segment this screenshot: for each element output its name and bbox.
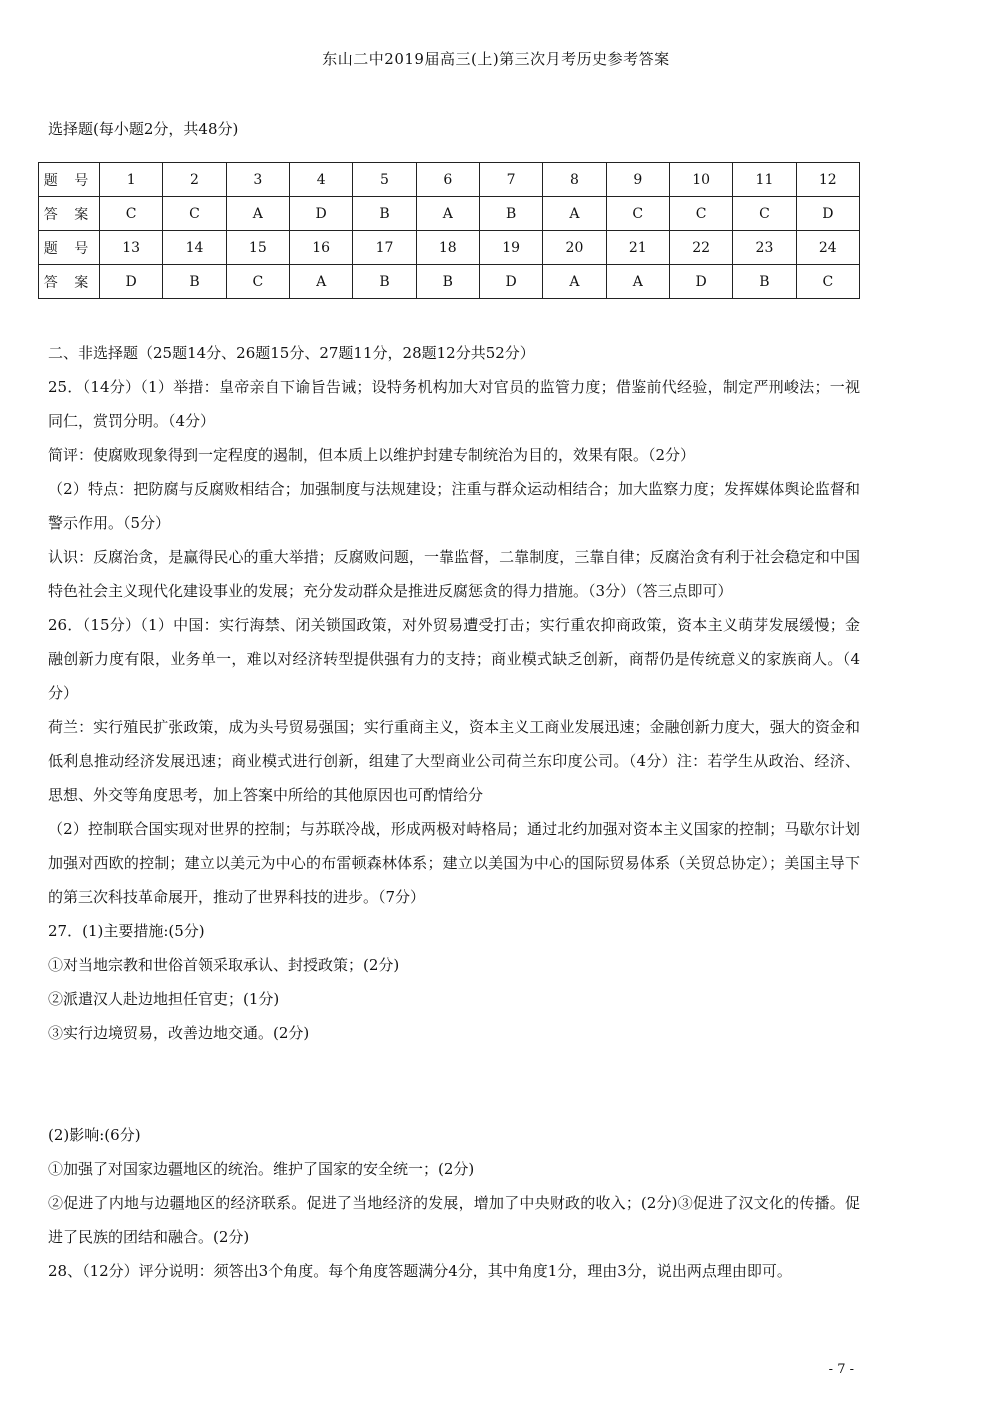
table-cell: 4: [289, 163, 352, 197]
answer-body: [48, 336, 860, 1288]
paragraph: 认识：反腐治贪，是赢得民心的重大举措；反腐败问题，一靠监督，二靠制度，三靠自律；反腐治贪有利于社会稳定和中国特色社会主义现代化建设事业的发展；充分发动群众是推进反腐惩贪的得力措施。（3分）（答三点即可）: [48, 548, 860, 600]
table-cell: 9: [606, 163, 669, 197]
table-row: [39, 163, 860, 197]
answer-table: [38, 162, 860, 299]
table-cell: D: [100, 265, 163, 299]
table-cell: 16: [289, 231, 352, 265]
table-cell: C: [733, 197, 796, 231]
table-cell: C: [100, 197, 163, 231]
paragraph: ③实行边境贸易，改善边地交通。(2分): [48, 1024, 310, 1042]
table-cell: 24: [796, 231, 859, 265]
paragraph: （2）特点：把防腐与反腐败相结合；加强制度与法规建设；注重与群众运动相结合；加大监察力度；发挥媒体舆论监督和警示作用。（5分）: [48, 480, 860, 532]
table-cell: 3: [226, 163, 289, 197]
table-cell: 13: [100, 231, 163, 265]
spacer: [48, 1050, 860, 1118]
table-cell: C: [669, 197, 732, 231]
paragraph: (2)影响:(6分): [48, 1126, 141, 1144]
paragraph: （2）控制联合国实现对世界的控制；与苏联冷战，形成两极对峙格局；通过北约加强对资本主义国家的控制；马歇尔计划加强对西欧的控制；建立以美元为中心的布雷顿森林体系；建立以美国为中心的国际贸易体系（关贸总协定）；美国主导下的第三次科技革命展开，推动了世界科技的进步。（7分）: [48, 820, 860, 906]
table-cell: A: [416, 197, 479, 231]
table-cell: 20: [543, 231, 606, 265]
table-cell: 19: [479, 231, 542, 265]
table-cell: 15: [226, 231, 289, 265]
table-cell: B: [353, 197, 416, 231]
table-cell: 11: [733, 163, 796, 197]
row-label: 题 号: [39, 163, 100, 197]
table-cell: B: [163, 265, 226, 299]
table-row: [39, 265, 860, 299]
table-cell: 8: [543, 163, 606, 197]
table-cell: 6: [416, 163, 479, 197]
table-cell: 22: [669, 231, 732, 265]
section-heading-multiple-choice: 选择题(每小题2分，共48分): [48, 120, 239, 138]
table-cell: 5: [353, 163, 416, 197]
table-cell: 14: [163, 231, 226, 265]
table-cell: D: [289, 197, 352, 231]
table-cell: D: [669, 265, 732, 299]
table-cell: 1: [100, 163, 163, 197]
table-cell: B: [353, 265, 416, 299]
paragraph: 26．（15分）（1）中国：实行海禁、闭关锁国政策，对外贸易遭受打击；实行重农抑商政策，资本主义萌芽发展缓慢；金融创新力度有限，业务单一，难以对经济转型提供强有力的支持；商业模式缺乏创新，商帮仍是传统意义的家族商人。（4分）: [48, 616, 860, 702]
table-cell: 7: [479, 163, 542, 197]
paragraph: 27．(1)主要措施:(5分): [48, 922, 205, 940]
paragraph: 28、（12分）评分说明：须答出3个角度。每个角度答题满分4分，其中角度1分，理由3分，说出两点理由即可。: [48, 1262, 792, 1280]
table-row: [39, 197, 860, 231]
table-cell: C: [606, 197, 669, 231]
table-cell: 17: [353, 231, 416, 265]
table-cell: A: [543, 197, 606, 231]
page-number: - 7 -: [828, 1362, 854, 1377]
paragraph: ②派遣汉人赴边地担任官吏；(1分): [48, 990, 280, 1008]
paragraph: ①加强了对国家边疆地区的统治。维护了国家的安全统一；(2分): [48, 1160, 475, 1178]
table-cell: 12: [796, 163, 859, 197]
paragraph: 25．（14分）（1）举措：皇帝亲自下谕旨告诫；设特务机构加大对官员的监管力度；借鉴前代经验，制定严刑峻法；一视同仁，赏罚分明。（4分）: [48, 378, 860, 430]
table-cell: A: [543, 265, 606, 299]
table-cell: C: [163, 197, 226, 231]
table-cell: 18: [416, 231, 479, 265]
table-cell: C: [226, 265, 289, 299]
table-cell: A: [289, 265, 352, 299]
table-cell: B: [416, 265, 479, 299]
row-label: 答 案: [39, 197, 100, 231]
table-cell: B: [733, 265, 796, 299]
paragraph: 简评：使腐败现象得到一定程度的遏制，但本质上以维护封建专制统治为目的，效果有限。（2分）: [48, 446, 696, 464]
paragraph: ②促进了内地与边疆地区的经济联系。促进了当地经济的发展，增加了中央财政的收入；(2分)③促进了汉文化的传播。促进了民族的团结和融合。(2分): [48, 1194, 860, 1246]
table-cell: 10: [669, 163, 732, 197]
table-cell: B: [479, 197, 542, 231]
table-cell: 23: [733, 231, 796, 265]
table-cell: 2: [163, 163, 226, 197]
table-cell: D: [479, 265, 542, 299]
page-title: 东山二中2019届高三(上)第三次月考历史参考答案: [322, 50, 670, 68]
table-cell: D: [796, 197, 859, 231]
table-cell: A: [226, 197, 289, 231]
paragraph: 荷兰：实行殖民扩张政策，成为头号贸易强国；实行重商主义，资本主义工商业发展迅速；金融创新力度大，强大的资金和低利息推动经济发展迅速；商业模式进行创新，组建了大型商业公司荷兰东印度公司。（4分）注：若学生从政治、经济、思想、外交等角度思考，加上答案中所给的其他原因也可酌情给分: [48, 718, 860, 804]
row-label: 答 案: [39, 265, 100, 299]
table-cell: 21: [606, 231, 669, 265]
table-cell: A: [606, 265, 669, 299]
row-label: 题 号: [39, 231, 100, 265]
section-heading-essay: 二、非选择题（25题14分、26题15分、27题11分，28题12分共52分）: [48, 344, 535, 362]
table-cell: C: [796, 265, 859, 299]
paragraph: ①对当地宗教和世俗首领采取承认、封授政策；(2分): [48, 956, 400, 974]
table-row: [39, 231, 860, 265]
